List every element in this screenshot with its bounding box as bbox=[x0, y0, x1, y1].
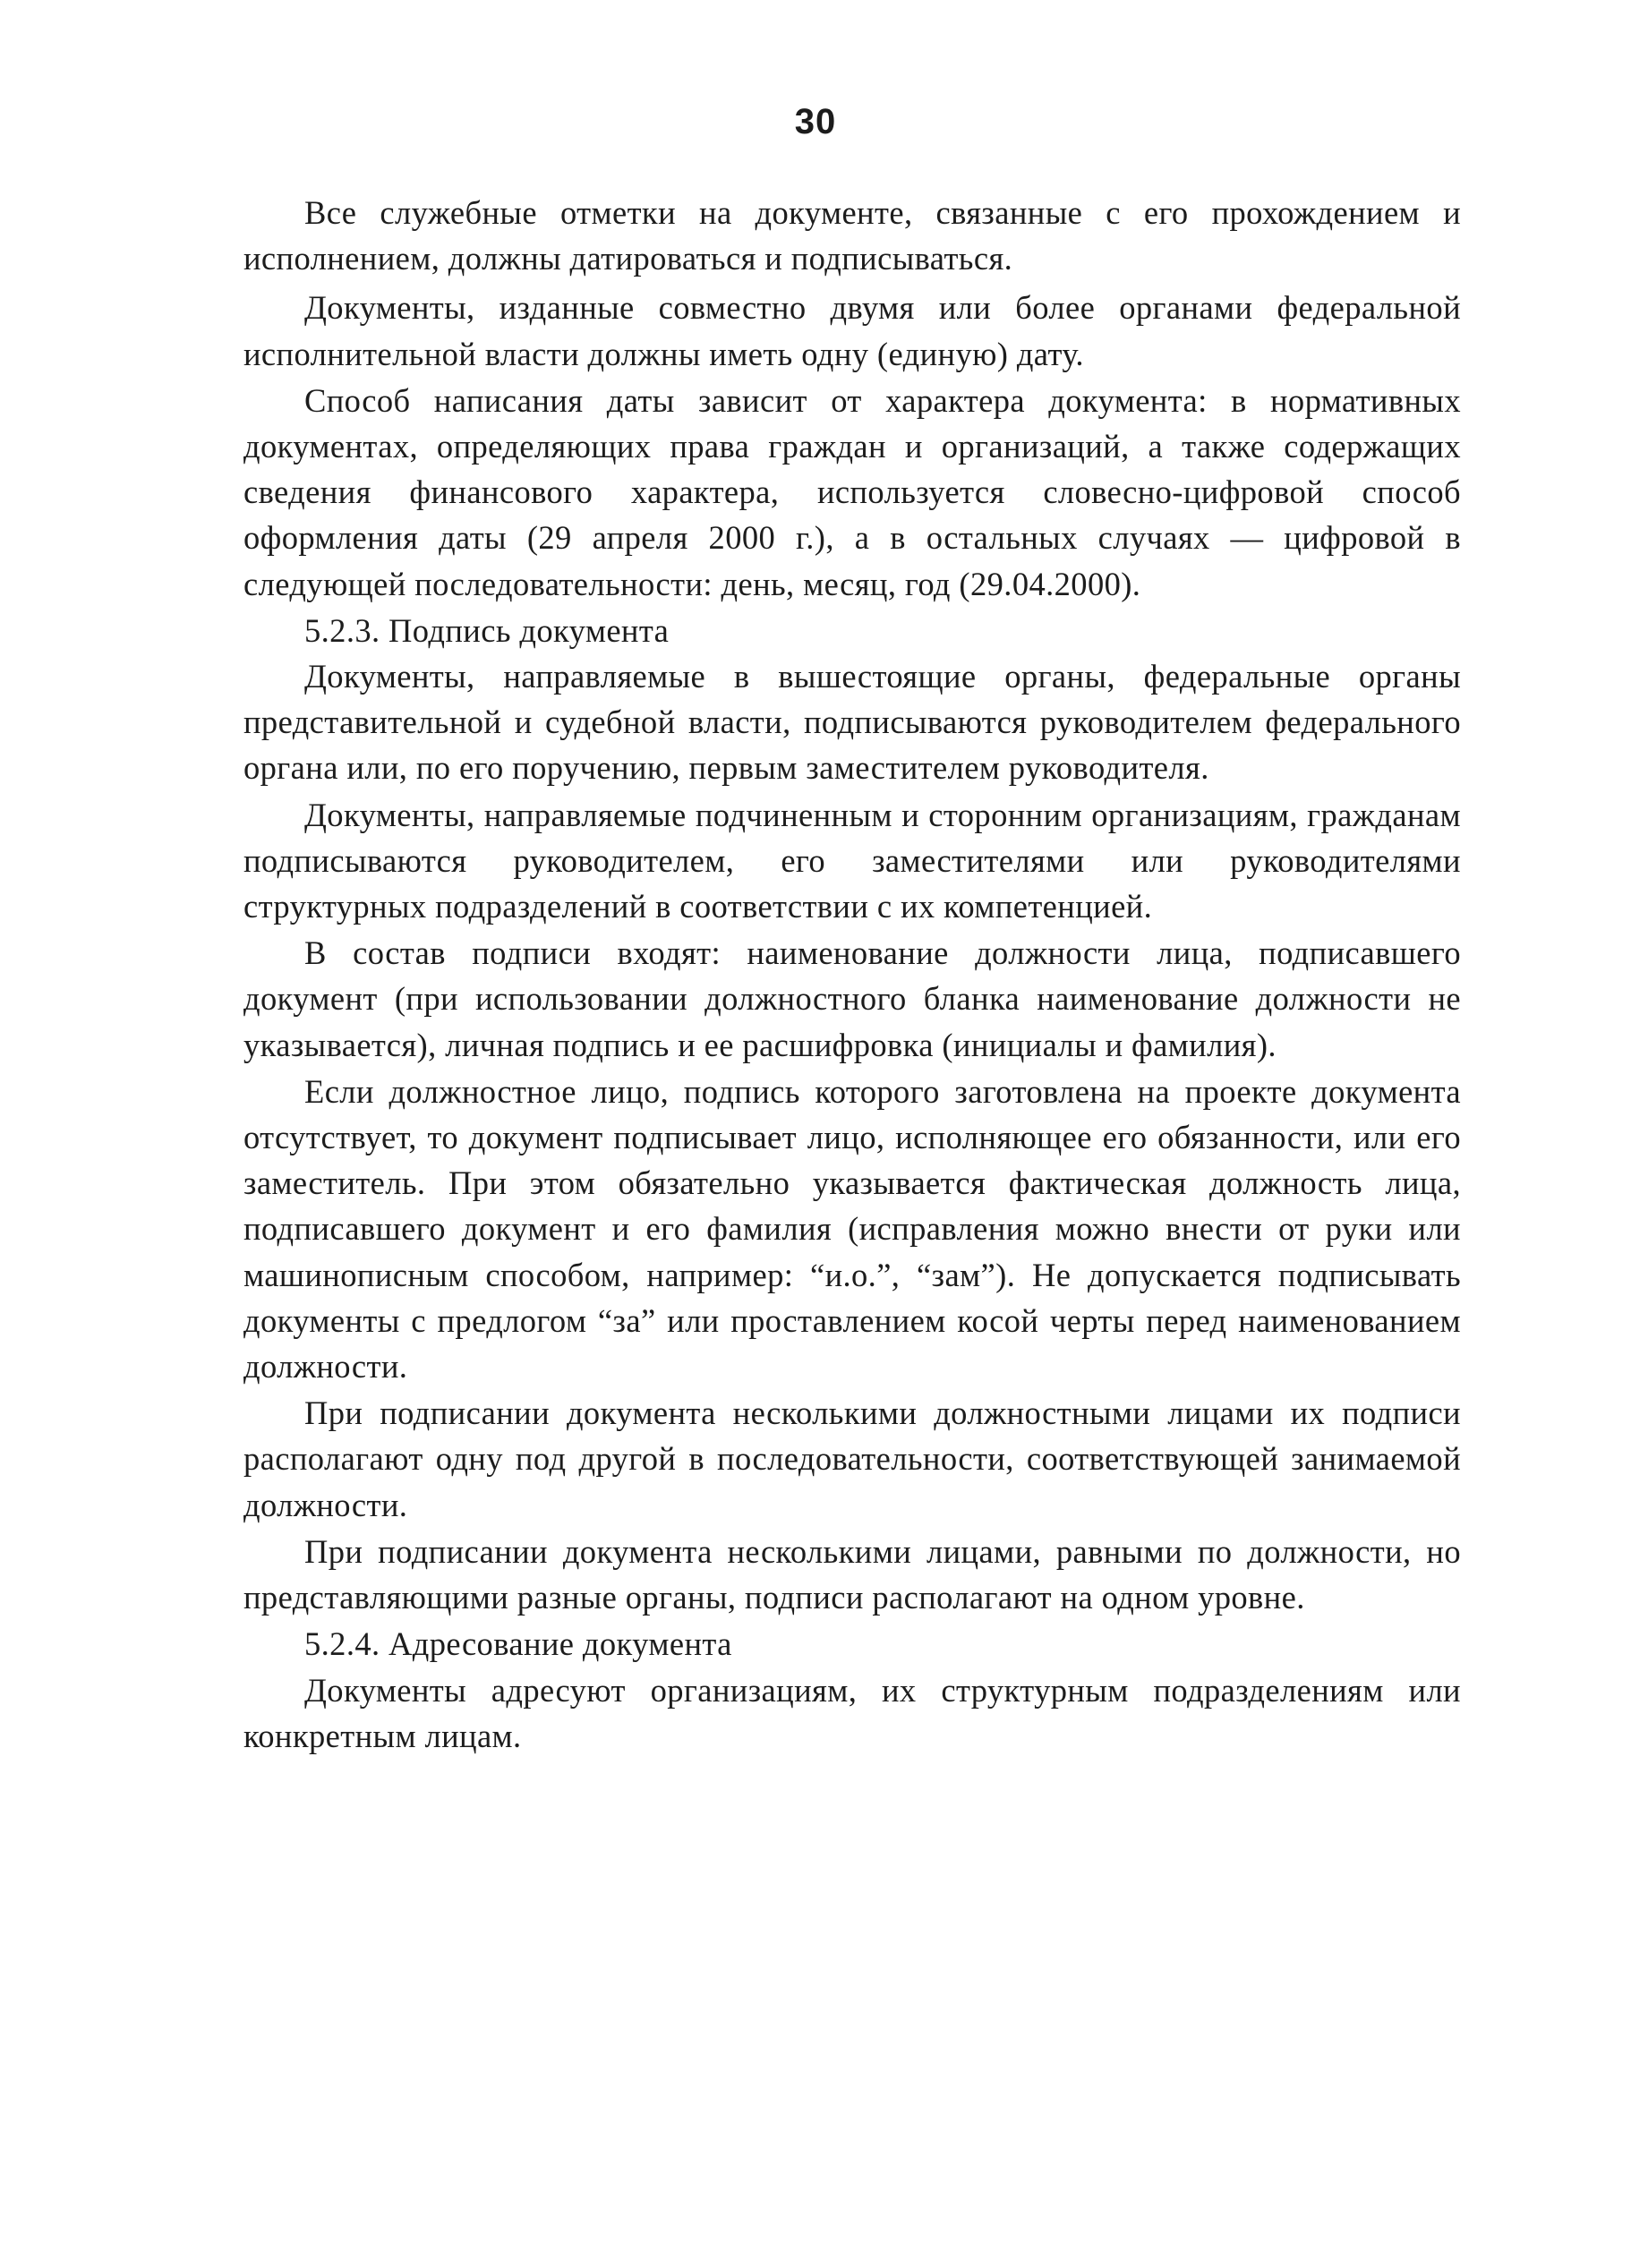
paragraph-equal-officials: При подписании документа несколькими лицами, равными по должности, но представляющими разные органы, подписи располагают на одном уровне. bbox=[243, 1532, 1461, 1616]
paragraph-higher-bodies-signing: Документы, направляемые в вышестоящие органы, федеральные органы представительной и судебной власти, подписываются руководителем федерального органа или, по его поручению, первым заместителем руководителя. bbox=[243, 658, 1461, 787]
page-number: 30 bbox=[794, 102, 837, 141]
paragraph-subordinate-signing: Документы, направляемые подчиненным и сторонним организациям, гражданам подписываются руководителем, его заместителями или руководителями структурных подразделений в соответствии с их компетенцией. bbox=[243, 796, 1461, 925]
paragraph-multiple-officials: При подписании документа несколькими должностными лицами их подписи располагают одну под другой в последовательности, соответствующей занимаемой должности. bbox=[243, 1394, 1461, 1523]
paragraph-date-format: Способ написания даты зависит от характера документа: в нормативных документах, определяющих права граждан и организаций, а также содержащих сведения финансового характера, используется словесно-цифровой способ оформления даты (29 апреля 2000 г.), а в остальных случаях — цифровой в следующей последовательности: день, месяц, год (29.04.2000). bbox=[243, 381, 1461, 602]
paragraph-absent-official: Если должностное лицо, подпись которого заготовлена на проекте документа отсутствует, то документ подписывает лицо, исполняющее его обязанности, или его заместитель. При этом обязательно указывается фактическая должность лица, подписавшего документ и его фамилия (исправления можно внести от руки или машинописным способом, например: “и.о.”, “зам”). Не допускается подписывать документы с предлогом “за” или проставлением косой черты перед наименованием должности. bbox=[243, 1072, 1461, 1386]
section-heading-signature: 5.2.3. Подпись документа bbox=[304, 611, 670, 649]
paragraph-joint-documents-date: Документы, изданные совместно двумя или более органами федеральной исполнительной власти должны иметь одну (единую) дату. bbox=[243, 289, 1461, 372]
section-heading-addressing: 5.2.4. Адресование документа bbox=[304, 1625, 732, 1663]
document-body bbox=[243, 190, 1461, 1760]
paragraph-service-marks: Все служебные отметки на документе, связанные с его прохождением и исполнением, должны датироваться и подписываться. bbox=[243, 194, 1461, 277]
paragraph-addressing: Документы адресуют организациям, их структурным подразделениям или конкретным лицам. bbox=[243, 1671, 1461, 1754]
paragraph-signature-composition: В состав подписи входят: наименование должности лица, подписавшего документ (при использовании должностного бланка наименование должности не указывается), личная подпись и ее расшифровка (инициалы и фамилия). bbox=[243, 934, 1461, 1063]
